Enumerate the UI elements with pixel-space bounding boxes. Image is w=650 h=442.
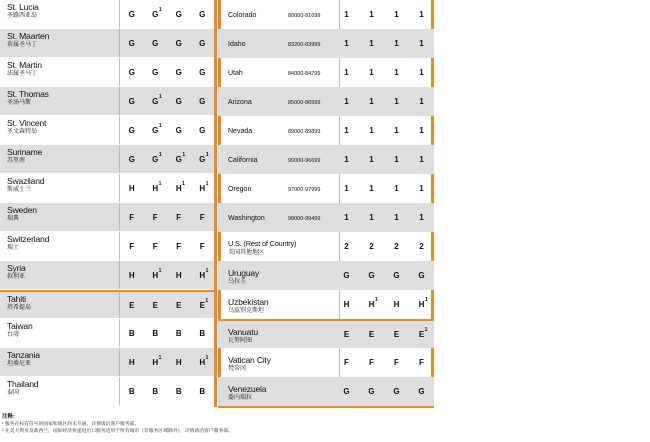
zone-code-1: 1 xyxy=(344,97,349,106)
zone-codes xyxy=(120,87,214,115)
zone-code-4: F xyxy=(419,358,424,367)
zone-code-1: B xyxy=(128,328,135,338)
zone-code-1: G xyxy=(128,154,135,164)
left-orange-border xyxy=(214,0,217,407)
zone-code-1: H xyxy=(343,300,350,309)
zone-codes xyxy=(332,261,434,290)
zone-code-1: G xyxy=(128,38,135,48)
zone-code-4: F xyxy=(199,241,205,251)
country-row xyxy=(0,232,214,261)
zone-code-2: G xyxy=(368,387,375,396)
zone-code-2: E xyxy=(368,330,375,339)
country-row xyxy=(218,319,434,348)
country-name: Syria xyxy=(7,263,26,273)
zone-codes xyxy=(120,58,214,86)
zone-code-1: F xyxy=(344,358,349,367)
zone-codes xyxy=(120,261,214,289)
country-name: Vatican City xyxy=(228,354,271,365)
footnote-marker: 1 xyxy=(205,267,209,274)
zone-codes xyxy=(120,145,214,173)
country-name-chinese: 美国其他地区 xyxy=(228,249,265,256)
country-name: Swaziland xyxy=(7,176,45,186)
state-name: Utah xyxy=(228,70,243,77)
zone-code-1: 1 xyxy=(344,126,349,135)
zone-code-1: G xyxy=(128,96,135,106)
zone-code-3: F xyxy=(176,241,182,251)
country-name-cell xyxy=(0,116,120,144)
country-row xyxy=(0,0,214,29)
footnote-marker: 1 xyxy=(182,180,185,187)
zone-code-2: H 1 xyxy=(152,180,162,193)
country-name: Suriname xyxy=(7,147,43,157)
country-name-chinese: 法属圣马丁 xyxy=(7,71,38,77)
footnote-marker: 1 xyxy=(205,151,209,158)
footnote-marker: 1 xyxy=(205,180,209,187)
country-name-chinese: 圣文森特岛 xyxy=(7,129,38,135)
country-row xyxy=(0,290,214,319)
right-country-table xyxy=(218,0,434,406)
zone-codes xyxy=(120,29,214,57)
zone-code-2: 1 xyxy=(369,184,374,193)
footnote-marker: 1 xyxy=(158,267,162,274)
country-name: Thailand xyxy=(7,379,39,389)
zone-codes xyxy=(332,116,434,145)
footnotes xyxy=(2,414,642,435)
country-row xyxy=(218,232,434,261)
country-row xyxy=(218,261,434,290)
zone-code-1: H xyxy=(128,357,135,367)
zone-codes xyxy=(332,377,434,406)
footnote-marker: 1 xyxy=(158,354,162,361)
country-name: St. Maarten xyxy=(7,31,50,41)
country-name: Tahiti xyxy=(7,294,26,304)
country-name-cell xyxy=(0,58,120,86)
us-state-row xyxy=(218,58,434,87)
country-name-chinese: 瑞士 xyxy=(7,245,20,251)
zone-code-3: H xyxy=(175,270,182,280)
footnote-2: ² 在美大利亚及新西兰，国际经济快递进出口服务适用于所有城市（非服务区域除外），详情请洽客户服务部。 xyxy=(2,429,233,434)
zone-codes xyxy=(120,0,214,28)
country-row xyxy=(0,174,214,203)
us-state-row xyxy=(218,116,434,145)
country-row xyxy=(218,290,434,319)
country-name-chinese: 坦桑尼亚 xyxy=(7,361,32,367)
country-name: Uzbekistan xyxy=(228,296,269,307)
footnote-1: ¹ 服务在标有符号的国家和地区尚未开通，详情请洽客户服务部。 xyxy=(2,422,140,427)
us-state-row xyxy=(218,87,434,116)
zone-code-4: G xyxy=(199,96,206,106)
country-name: Taiwan xyxy=(7,321,33,331)
country-name-cell xyxy=(0,174,120,202)
country-name-cell xyxy=(0,87,120,115)
country-name-cell xyxy=(218,377,332,406)
footnote-marker: 1 xyxy=(158,93,162,100)
footnote-marker: 1 xyxy=(374,297,378,303)
state-name: California xyxy=(228,157,258,164)
country-name: Sweden xyxy=(7,205,37,215)
country-row xyxy=(218,348,434,377)
zone-codes xyxy=(332,232,434,261)
zone-code-3: H 1 xyxy=(175,180,185,193)
zone-code-3: G 1 xyxy=(175,151,186,164)
zone-code-1: 1 xyxy=(344,39,349,48)
zone-code-3: G xyxy=(393,387,400,396)
state-name: Idaho xyxy=(228,41,246,48)
zone-code-1: H xyxy=(128,183,135,193)
zone-code-3: G xyxy=(175,9,182,19)
zone-code-4: G xyxy=(199,67,206,77)
zone-code-2: G 1 xyxy=(152,122,162,135)
state-zip-range: 85000-86599 xyxy=(288,99,321,106)
zone-code-1: E xyxy=(343,330,350,339)
country-name-chinese: 斯威士兰 xyxy=(7,187,32,193)
state-zip-range: 90000-96699 xyxy=(288,157,321,164)
country-row xyxy=(0,377,214,406)
zone-code-4: 1 xyxy=(419,126,424,135)
country-name-cell xyxy=(0,203,120,231)
zone-code-4: G 1 xyxy=(199,151,209,164)
country-name: St. Thomas xyxy=(7,89,49,99)
country-name: Uruguay xyxy=(228,267,260,278)
state-zip-range: 89000-89899 xyxy=(288,128,321,135)
zone-code-3: G xyxy=(175,38,182,48)
state-name: Nevada xyxy=(228,128,253,135)
state-name-cell xyxy=(218,116,332,145)
country-name: Switzerland xyxy=(7,234,50,244)
country-name-chinese: 圣路西亚岛 xyxy=(7,13,38,19)
state-zip-range: 84000-84799 xyxy=(288,70,321,77)
zone-code-2: H 1 xyxy=(368,297,378,309)
zone-code-4: 1 xyxy=(419,68,424,77)
zone-code-2: G xyxy=(152,38,159,48)
zone-code-4: 1 xyxy=(419,10,424,19)
zone-code-2: 1 xyxy=(369,39,374,48)
zone-code-2: E xyxy=(152,300,158,310)
zone-code-4: G xyxy=(418,387,425,396)
country-name-chinese: 台湾 xyxy=(7,332,20,338)
zone-codes xyxy=(332,29,434,58)
zone-code-3: 1 xyxy=(394,213,399,222)
zone-code-1: G xyxy=(128,9,135,19)
zone-code-3: E xyxy=(176,300,182,310)
zone-code-3: F xyxy=(176,212,182,222)
zone-code-3: H xyxy=(175,357,182,367)
zone-code-1: 2 xyxy=(344,242,349,251)
zone-code-4: G xyxy=(199,125,206,135)
zone-code-2: B xyxy=(152,328,159,338)
zone-codes xyxy=(120,292,214,318)
zone-code-1: F xyxy=(129,212,135,222)
country-name-chinese: 泰国 xyxy=(7,390,20,396)
zone-code-1: G xyxy=(343,271,350,280)
zone-code-2: G 1 xyxy=(152,6,162,19)
zone-codes xyxy=(332,321,434,348)
zone-code-4: 1 xyxy=(419,155,424,164)
country-name-cell xyxy=(218,348,332,377)
zone-code-3: 1 xyxy=(394,126,399,135)
country-row xyxy=(0,116,214,145)
footnote-marker: 1 xyxy=(158,6,162,13)
country-name-chinese: 瓦努阿图 xyxy=(228,337,253,344)
zone-code-2: F xyxy=(152,241,158,251)
zone-codes xyxy=(332,87,434,116)
zone-code-1: H xyxy=(128,270,135,280)
zone-code-3: G xyxy=(175,125,182,135)
zone-code-4: 2 xyxy=(419,242,424,251)
zone-codes xyxy=(120,348,214,376)
zone-code-3: 1 xyxy=(394,155,399,164)
zone-code-4: H 1 xyxy=(199,180,209,193)
country-name-cell xyxy=(0,348,120,376)
zone-code-3: B xyxy=(175,328,182,338)
zone-code-2: 1 xyxy=(369,213,374,222)
country-name-chinese: 塔希提岛 xyxy=(7,305,32,311)
zone-code-4: H 1 xyxy=(418,297,428,309)
country-name-chinese: 叙利亚 xyxy=(7,274,26,280)
country-row xyxy=(0,203,214,232)
zone-codes xyxy=(120,174,214,202)
zone-code-2: 1 xyxy=(369,97,374,106)
zone-codes xyxy=(332,203,434,232)
country-name-cell xyxy=(0,319,120,347)
us-state-row xyxy=(218,145,434,174)
us-state-row xyxy=(218,174,434,203)
zone-code-4: F xyxy=(199,212,205,222)
zone-codes xyxy=(120,232,214,260)
country-name-chinese: 荷属圣马丁 xyxy=(7,42,38,48)
zone-code-1: 1 xyxy=(344,10,349,19)
us-state-row xyxy=(218,0,434,29)
zone-code-3: 2 xyxy=(394,242,399,251)
state-name-cell xyxy=(218,29,332,58)
zone-code-3: 1 xyxy=(394,39,399,48)
zone-code-2: G 1 xyxy=(152,151,162,164)
state-name-cell xyxy=(218,203,332,232)
zone-code-2: 1 xyxy=(369,155,374,164)
zone-code-1: B xyxy=(128,386,135,396)
country-name: St. Vincent xyxy=(7,118,47,128)
zone-code-2: F xyxy=(152,212,158,222)
us-state-row xyxy=(218,203,434,232)
zone-code-2: H 1 xyxy=(152,354,162,367)
zone-codes xyxy=(332,174,434,203)
zone-code-4: B xyxy=(199,386,206,396)
zone-code-3: 1 xyxy=(394,10,399,19)
zone-codes xyxy=(332,348,434,377)
country-name: Vanuatu xyxy=(228,326,258,337)
zone-code-4: 1 xyxy=(419,184,424,193)
zone-code-3: H xyxy=(393,300,400,309)
footnote-marker: 1 xyxy=(158,180,162,187)
state-name: Oregon xyxy=(228,186,252,193)
state-name-cell xyxy=(218,145,332,174)
country-name-cell xyxy=(0,0,120,28)
zone-code-4: 1 xyxy=(419,213,424,222)
zone-code-2: 2 xyxy=(369,242,374,251)
zone-code-3: E xyxy=(393,330,400,339)
zone-code-1: 1 xyxy=(344,68,349,77)
zone-codes xyxy=(120,116,214,144)
country-name-chinese: 圣汤马斯 xyxy=(7,100,32,106)
zone-code-1: E xyxy=(129,300,135,310)
zone-code-2: 1 xyxy=(369,68,374,77)
zone-code-3: G xyxy=(175,67,182,77)
footnote-marker: 1 xyxy=(205,354,209,361)
country-name: Venezuela xyxy=(228,383,267,394)
zone-code-3: 1 xyxy=(394,97,399,106)
country-name-chinese: 梵蒂冈 xyxy=(228,365,247,372)
zone-code-4: E 1 xyxy=(199,297,209,310)
zone-code-4: G xyxy=(199,38,206,48)
country-name-cell xyxy=(218,290,332,319)
footnote-marker: 1 xyxy=(424,327,428,333)
zone-code-2: G 1 xyxy=(152,93,162,106)
zone-code-2: 1 xyxy=(369,10,374,19)
footnote-marker: 1 xyxy=(205,297,209,304)
zone-code-4: H 1 xyxy=(199,267,209,280)
country-name-chinese: 瑞典 xyxy=(7,216,20,222)
zone-code-3: 1 xyxy=(394,184,399,193)
footnotes-title: 注释: xyxy=(2,414,15,420)
country-name: Tanzania xyxy=(7,350,40,360)
zone-code-2: G xyxy=(368,271,375,280)
country-row xyxy=(0,145,214,174)
country-name: St. Martin xyxy=(7,60,42,70)
country-name-cell xyxy=(0,232,120,260)
zone-code-1: 1 xyxy=(344,213,349,222)
country-name-chinese: 乌拉圭 xyxy=(228,278,247,285)
country-name-cell xyxy=(0,145,120,173)
country-name: U.S. (Rest of Country) xyxy=(228,238,297,248)
zone-code-4: B xyxy=(199,328,206,338)
zone-code-3: 1 xyxy=(394,68,399,77)
zone-codes xyxy=(120,203,214,231)
country-name-chinese: 苏里南 xyxy=(7,158,26,164)
zone-code-1: G xyxy=(128,125,135,135)
state-name-cell xyxy=(218,87,332,116)
zone-code-1: 1 xyxy=(344,155,349,164)
zone-codes xyxy=(120,377,214,405)
state-name-cell xyxy=(218,174,332,203)
zone-code-2: G xyxy=(152,67,159,77)
country-row xyxy=(0,261,214,290)
state-zip-range: 80000-81699 xyxy=(288,12,321,19)
zone-code-1: F xyxy=(129,241,135,251)
country-name: St. Lucia xyxy=(7,2,39,12)
country-row xyxy=(0,29,214,58)
zone-code-4: G xyxy=(199,9,206,19)
country-row xyxy=(0,348,214,377)
state-name: Arizona xyxy=(228,99,252,106)
state-zip-range: 98000-99499 xyxy=(288,215,321,222)
country-name-cell xyxy=(218,321,332,348)
zone-code-4: 1 xyxy=(419,97,424,106)
country-row xyxy=(0,58,214,87)
footnote-marker: 1 xyxy=(158,122,162,129)
country-name-cell xyxy=(0,377,120,405)
country-name-cell xyxy=(218,232,332,261)
country-name-chinese: 委内瑞拉 xyxy=(228,394,253,401)
zone-codes xyxy=(332,290,434,319)
state-zip-range: 97000-97999 xyxy=(288,186,321,193)
zone-code-2: 1 xyxy=(369,126,374,135)
zone-code-1: G xyxy=(128,67,135,77)
zone-codes xyxy=(332,0,434,29)
footnote-marker: 1 xyxy=(424,297,428,303)
zone-code-3: G xyxy=(393,271,400,280)
left-country-table xyxy=(0,0,214,406)
country-name-chinese: 乌兹别克斯坦 xyxy=(228,307,265,314)
country-name-cell xyxy=(0,29,120,57)
state-zip-range: 83200-83999 xyxy=(288,41,321,48)
country-row xyxy=(0,87,214,116)
zone-code-3: G xyxy=(175,96,182,106)
zone-codes xyxy=(332,145,434,174)
country-row xyxy=(0,319,214,348)
country-name-cell xyxy=(218,261,332,290)
zone-code-2: B xyxy=(152,386,159,396)
zone-code-4: E 1 xyxy=(418,327,428,339)
zone-codes xyxy=(332,58,434,87)
state-name: Colorado xyxy=(228,12,257,19)
zone-code-1: 1 xyxy=(344,184,349,193)
state-name-cell xyxy=(218,0,332,29)
us-state-row xyxy=(218,29,434,58)
zone-code-4: 1 xyxy=(419,39,424,48)
zone-code-1: G xyxy=(343,387,350,396)
zone-codes xyxy=(120,319,214,347)
zone-code-4: G xyxy=(418,271,425,280)
zone-code-3: F xyxy=(394,358,399,367)
zone-code-2: F xyxy=(369,358,374,367)
country-name-cell xyxy=(0,261,120,289)
state-name: Washington xyxy=(228,215,265,222)
footnote-marker: 1 xyxy=(182,151,186,158)
state-name-cell xyxy=(218,58,332,87)
zone-code-2: H 1 xyxy=(152,267,162,280)
zone-code-4: H 1 xyxy=(199,354,209,367)
country-name-cell xyxy=(0,292,120,318)
zone-code-3: B xyxy=(175,386,182,396)
footnote-marker: 1 xyxy=(158,151,162,158)
country-row xyxy=(218,377,434,406)
